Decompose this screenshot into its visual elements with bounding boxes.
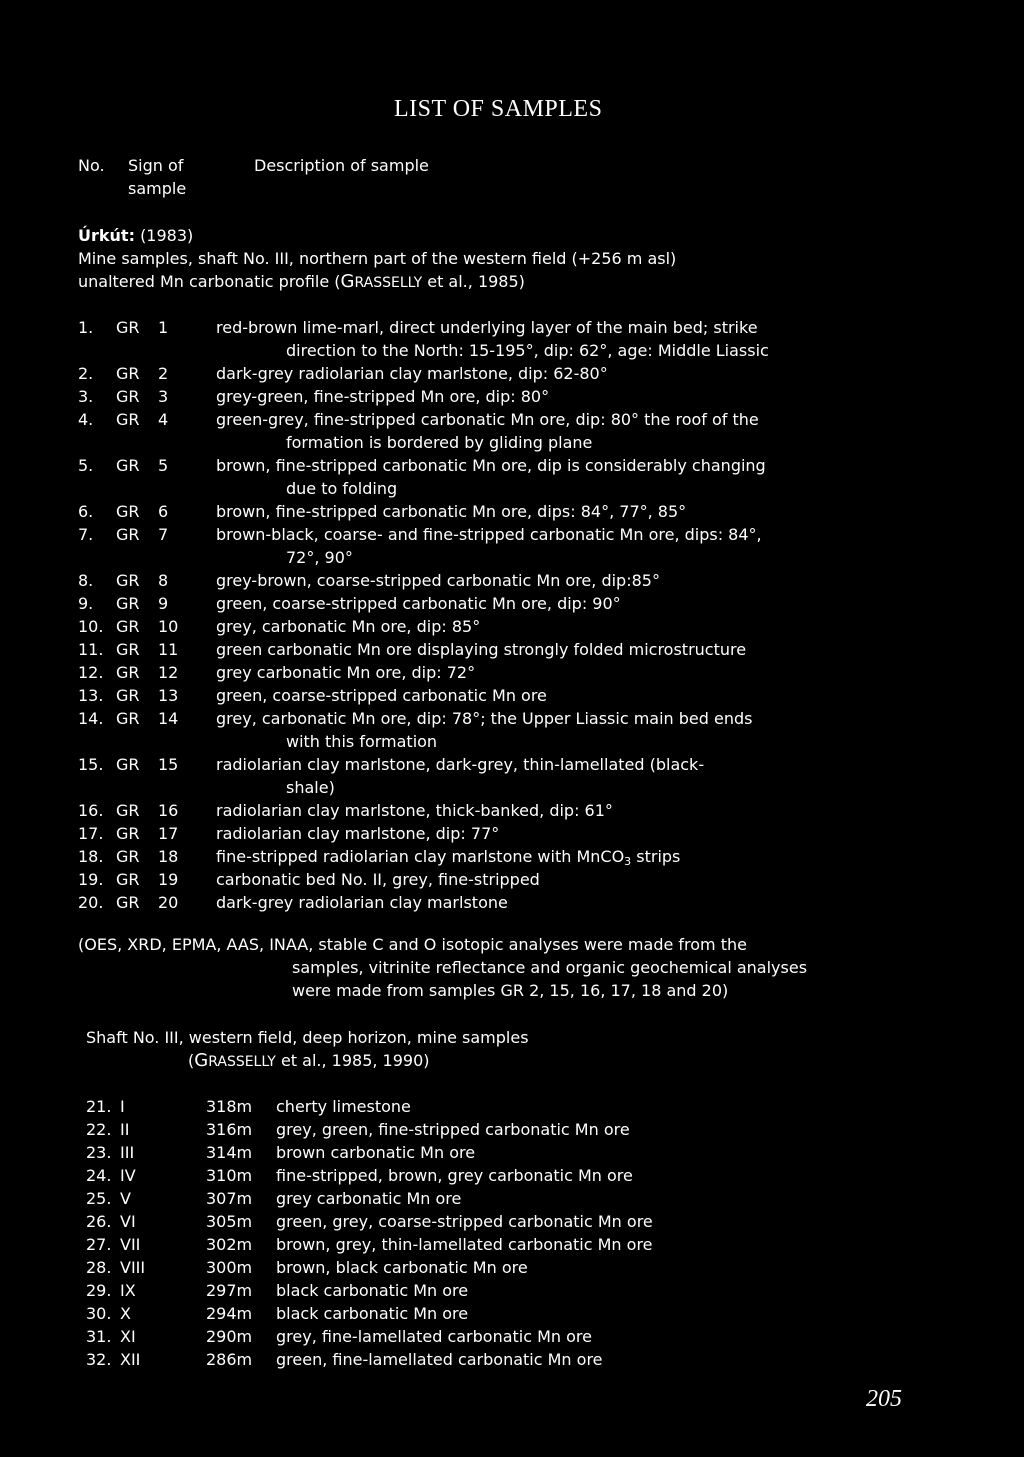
sample-description: radiolarian clay marlstone, dip: 77°	[216, 824, 500, 843]
mine-sample-number: 28.	[86, 1258, 112, 1277]
mine-sample-sign: I	[120, 1097, 125, 1116]
sample-prefix: GR	[116, 640, 140, 659]
mine-sample-description: grey, green, fine-stripped carbonatic Mn ore	[276, 1120, 630, 1139]
mine-sample-row	[0, 1348, 1024, 1371]
mine-sample-description: fine-stripped, brown, grey carbonatic Mn ore	[276, 1166, 633, 1185]
sample-number: 14.	[78, 709, 104, 728]
sample-id: 13	[158, 686, 179, 705]
mine-sample-number: 21.	[86, 1097, 112, 1116]
mine-sample-description: black carbonatic Mn ore	[276, 1304, 469, 1323]
sample-description: grey-green, fine-stripped Mn ore, dip: 80°	[216, 387, 550, 406]
sample-row-continuation	[0, 431, 1024, 454]
mine-sample-depth: 316m	[206, 1120, 253, 1139]
mine-sample-depth: 286m	[206, 1350, 253, 1369]
sample-description: carbonatic bed No. II, grey, fine-stripped	[216, 870, 540, 889]
sample-number: 9.	[78, 594, 94, 613]
sample-row	[0, 684, 1024, 707]
sample-row-continuation	[0, 546, 1024, 569]
sample-number: 7.	[78, 525, 94, 544]
mine-sample-sign: VII	[120, 1235, 141, 1254]
sample-number: 5.	[78, 456, 94, 475]
sample-row	[0, 316, 1024, 339]
sample-row-continuation	[0, 477, 1024, 500]
shaft-heading: Shaft No. III, western field, deep horizon, mine samples	[86, 1028, 529, 1047]
sample-prefix: GR	[116, 594, 140, 613]
sample-prefix: GR	[116, 410, 140, 429]
sample-description: radiolarian clay marlstone, thick-banked, dip: 61°	[216, 801, 613, 820]
mine-sample-description: black carbonatic Mn ore	[276, 1281, 469, 1300]
sample-number: 19.	[78, 870, 104, 889]
mine-sample-description: cherty limestone	[276, 1097, 411, 1116]
shaft-reference	[188, 1049, 430, 1074]
analyses-line-2: samples, vitrinite reflectance and organic geochemical analyses	[292, 958, 808, 977]
analyses-line-3: were made from samples GR 2, 15, 16, 17, 18 and 20)	[292, 981, 729, 1000]
mine-sample-depth: 300m	[206, 1258, 253, 1277]
sample-description: grey, carbonatic Mn ore, dip: 85°	[216, 617, 481, 636]
sample-number: 17.	[78, 824, 104, 843]
sample-description-cont: 72°, 90°	[286, 548, 353, 567]
sample-number: 15.	[78, 755, 104, 774]
sample-prefix: GR	[116, 870, 140, 889]
mine-sample-description: green, grey, coarse-stripped carbonatic Mn ore	[276, 1212, 653, 1231]
mine-sample-number: 27.	[86, 1235, 112, 1254]
header-sign: Sign of	[128, 156, 184, 175]
sample-row	[0, 385, 1024, 408]
mine-sample-description: brown, black carbonatic Mn ore	[276, 1258, 528, 1277]
sample-row	[0, 500, 1024, 523]
sample-row	[0, 569, 1024, 592]
mine-sample-number: 29.	[86, 1281, 112, 1300]
sample-row	[0, 615, 1024, 638]
ref-post: et al., 1985, 1990)	[275, 1051, 430, 1070]
sample-description: grey-brown, coarse-stripped carbonatic Mn ore, dip:85°	[216, 571, 660, 590]
sample-description: grey, carbonatic Mn ore, dip: 78°; the Upper Liassic main bed ends	[216, 709, 753, 728]
sample-prefix: GR	[116, 364, 140, 383]
mine-sample-number: 26.	[86, 1212, 112, 1231]
sample-number: 18.	[78, 847, 104, 866]
section-location-line	[78, 224, 193, 247]
mine-sample-number: 32.	[86, 1350, 112, 1369]
line3-post: et al., 1985)	[422, 272, 525, 291]
mine-sample-row	[0, 1118, 1024, 1141]
sample-id: 15	[158, 755, 179, 774]
sample-number: 11.	[78, 640, 104, 659]
mine-sample-number: 30.	[86, 1304, 112, 1323]
sample-row-continuation	[0, 730, 1024, 753]
sample-description: dark-grey radiolarian clay marlstone, dip: 62-80°	[216, 364, 608, 383]
author-cap-2: G	[194, 1050, 209, 1071]
sample-id: 3	[158, 387, 169, 406]
page-number: 205	[866, 1386, 902, 1412]
sample-id: 17	[158, 824, 179, 843]
mine-sample-description: grey, fine-lamellated carbonatic Mn ore	[276, 1327, 592, 1346]
sample-row	[0, 523, 1024, 546]
sample-id: 7	[158, 525, 169, 544]
author-rest: RASSELLY	[354, 275, 423, 291]
mine-sample-row	[0, 1233, 1024, 1256]
sample-prefix: GR	[116, 663, 140, 682]
sample-description: green, coarse-stripped carbonatic Mn ore	[216, 686, 547, 705]
mine-sample-row	[0, 1279, 1024, 1302]
sample-description: radiolarian clay marlstone, dark-grey, thin-lamellated (black-	[216, 755, 705, 774]
sample-row	[0, 661, 1024, 684]
sample-id: 16	[158, 801, 179, 820]
sample-row-continuation	[0, 776, 1024, 799]
sample-prefix: GR	[116, 709, 140, 728]
page-title: LIST OF SAMPLES	[394, 96, 603, 122]
sample-id: 4	[158, 410, 169, 429]
sample-id: 9	[158, 594, 169, 613]
mine-sample-number: 22.	[86, 1120, 112, 1139]
header-no: No.	[78, 156, 105, 175]
desc-subscript: 3	[624, 855, 632, 868]
mine-sample-row	[0, 1164, 1024, 1187]
mine-sample-depth: 294m	[206, 1304, 253, 1323]
sample-number: 3.	[78, 387, 94, 406]
sample-number: 12.	[78, 663, 104, 682]
sample-id: 20	[158, 893, 179, 912]
mine-sample-description: green, fine-lamellated carbonatic Mn ore	[276, 1350, 603, 1369]
sample-prefix: GR	[116, 456, 140, 475]
sample-prefix: GR	[116, 318, 140, 337]
mine-sample-sign: XII	[120, 1350, 141, 1369]
mine-sample-row	[0, 1210, 1024, 1233]
author-cap: G	[340, 271, 355, 292]
mine-sample-depth: 310m	[206, 1166, 253, 1185]
sample-description: dark-grey radiolarian clay marlstone	[216, 893, 508, 912]
mine-sample-sign: III	[120, 1143, 135, 1162]
mine-sample-sign: IV	[120, 1166, 136, 1185]
sample-row-continuation	[0, 339, 1024, 362]
sample-prefix: GR	[116, 755, 140, 774]
sample-description-cont: formation is bordered by gliding plane	[286, 433, 593, 452]
sample-number: 6.	[78, 502, 94, 521]
mine-sample-number: 25.	[86, 1189, 112, 1208]
sample-description: grey carbonatic Mn ore, dip: 72°	[216, 663, 476, 682]
sample-prefix: GR	[116, 571, 140, 590]
mine-sample-depth: 305m	[206, 1212, 253, 1231]
sample-prefix: GR	[116, 824, 140, 843]
sample-prefix: GR	[116, 847, 140, 866]
sample-prefix: GR	[116, 502, 140, 521]
sample-description: green carbonatic Mn ore displaying strongly folded microstructure	[216, 640, 747, 659]
sample-id: 19	[158, 870, 179, 889]
location-year: (1983)	[140, 226, 194, 245]
sample-row	[0, 868, 1024, 891]
sample-number: 13.	[78, 686, 104, 705]
sample-number: 16.	[78, 801, 104, 820]
sample-description-cont: shale)	[286, 778, 335, 797]
sample-description: green, coarse-stripped carbonatic Mn ore, dip: 90°	[216, 594, 621, 613]
mine-sample-row	[0, 1095, 1024, 1118]
mine-sample-description: brown carbonatic Mn ore	[276, 1143, 476, 1162]
sample-prefix: GR	[116, 893, 140, 912]
mine-sample-row	[0, 1141, 1024, 1164]
header-sign-2: sample	[128, 179, 187, 198]
author-rest-2: RASSELLY	[208, 1054, 276, 1070]
sample-description: green-grey, fine-stripped carbonatic Mn ore, dip: 80° the roof of the	[216, 410, 759, 429]
sample-description: brown-black, coarse- and fine-stripped carbonatic Mn ore, dips: 84°,	[216, 525, 762, 544]
sample-row	[0, 845, 1024, 868]
sample-id: 11	[158, 640, 179, 659]
mine-sample-row	[0, 1256, 1024, 1279]
sample-description-cont: direction to the North: 15-195°, dip: 62°, age: Middle Liassic	[286, 341, 769, 360]
sample-id: 6	[158, 502, 169, 521]
sample-description-cont: with this formation	[286, 732, 438, 751]
mine-sample-number: 31.	[86, 1327, 112, 1346]
mine-sample-row	[0, 1302, 1024, 1325]
mine-sample-depth: 297m	[206, 1281, 253, 1300]
mine-sample-depth: 302m	[206, 1235, 253, 1254]
mine-sample-description: grey carbonatic Mn ore	[276, 1189, 462, 1208]
sample-row	[0, 891, 1024, 914]
sample-id: 10	[158, 617, 179, 636]
sample-prefix: GR	[116, 387, 140, 406]
section-line-3	[78, 270, 525, 295]
sample-row	[0, 707, 1024, 730]
sample-row	[0, 753, 1024, 776]
desc-post: strips	[631, 847, 681, 866]
mine-sample-row	[0, 1325, 1024, 1348]
location-name: Úrkút:	[78, 226, 135, 245]
section-line-2: Mine samples, shaft No. III, northern part of the western field (+256 m asl)	[78, 249, 677, 268]
sample-description: brown, fine-stripped carbonatic Mn ore, dip is considerably changing	[216, 456, 766, 475]
mine-sample-number: 24.	[86, 1166, 112, 1185]
sample-id: 14	[158, 709, 179, 728]
author-ref-2	[194, 1050, 276, 1071]
sample-id: 12	[158, 663, 179, 682]
sample-number: 20.	[78, 893, 104, 912]
sample-number: 1.	[78, 318, 94, 337]
sample-id: 1	[158, 318, 169, 337]
mine-sample-description: brown, grey, thin-lamellated carbonatic Mn ore	[276, 1235, 653, 1254]
mine-sample-row	[0, 1187, 1024, 1210]
sample-row	[0, 592, 1024, 615]
mine-sample-number: 23.	[86, 1143, 112, 1162]
header-description: Description of sample	[254, 156, 429, 175]
desc-main: fine-stripped radiolarian clay marlstone with MnCO	[216, 847, 625, 866]
sample-description: brown, fine-stripped carbonatic Mn ore, dips: 84°, 77°, 85°	[216, 502, 687, 521]
ref-pre: (	[188, 1051, 195, 1070]
sample-number: 2.	[78, 364, 94, 383]
sample-row	[0, 638, 1024, 661]
sample-id: 2	[158, 364, 169, 383]
mine-sample-sign: II	[120, 1120, 130, 1139]
mine-sample-sign: VI	[120, 1212, 136, 1231]
sample-prefix: GR	[116, 525, 140, 544]
sample-number: 4.	[78, 410, 94, 429]
sample-number: 8.	[78, 571, 94, 590]
sample-number: 10.	[78, 617, 104, 636]
analyses-line-1: (OES, XRD, EPMA, AAS, INAA, stable C and O isotopic analyses were made from the	[78, 935, 747, 954]
sample-row	[0, 799, 1024, 822]
sample-id: 18	[158, 847, 179, 866]
sample-row	[0, 408, 1024, 431]
sample-description	[216, 845, 680, 868]
sample-prefix: GR	[116, 801, 140, 820]
sample-description: red-brown lime-marl, direct underlying layer of the main bed; strike	[216, 318, 758, 337]
mine-sample-sign: XI	[120, 1327, 136, 1346]
mine-sample-sign: IX	[120, 1281, 136, 1300]
sample-row	[0, 454, 1024, 477]
sample-row	[0, 362, 1024, 385]
sample-prefix: GR	[116, 617, 140, 636]
sample-id: 8	[158, 571, 169, 590]
mine-sample-depth: 307m	[206, 1189, 253, 1208]
mine-sample-depth: 290m	[206, 1327, 253, 1346]
mine-sample-depth: 318m	[206, 1097, 253, 1116]
mine-sample-sign: V	[120, 1189, 131, 1208]
sample-row	[0, 822, 1024, 845]
mine-sample-sign: VIII	[120, 1258, 146, 1277]
sample-id: 5	[158, 456, 169, 475]
sample-description-cont: due to folding	[286, 479, 398, 498]
line3-pre: unaltered Mn carbonatic profile (	[78, 272, 341, 291]
sample-prefix: GR	[116, 686, 140, 705]
author-ref	[340, 271, 423, 292]
mine-sample-depth: 314m	[206, 1143, 253, 1162]
mine-sample-sign: X	[120, 1304, 131, 1323]
